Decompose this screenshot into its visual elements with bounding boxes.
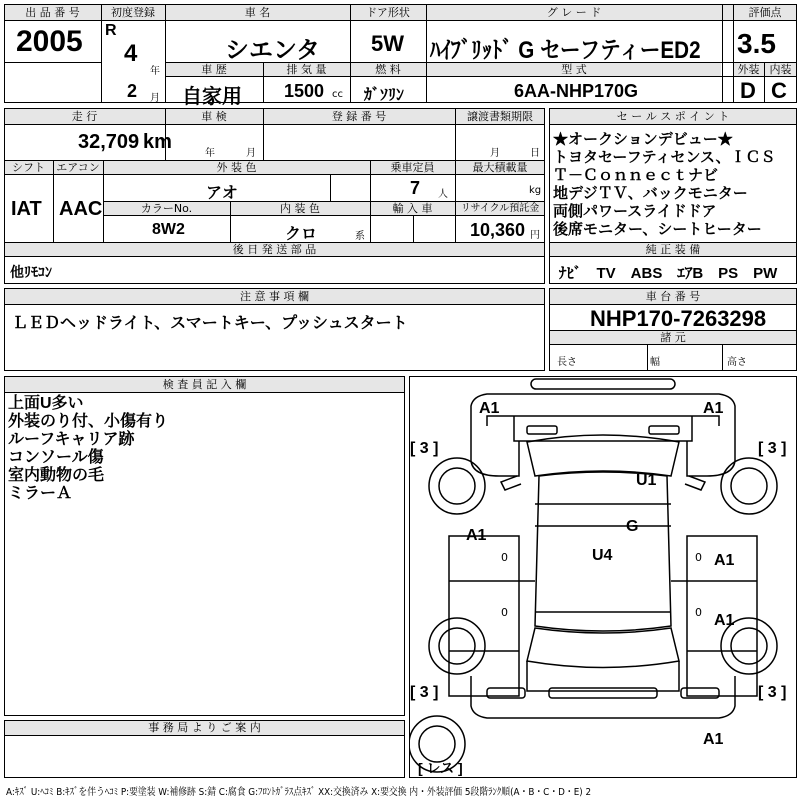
load-label: 最大積載量 <box>472 161 528 174</box>
year-unit: 年 <box>150 66 160 77</box>
damage-mark: A1 <box>466 527 487 544</box>
reg-month: 2 <box>127 81 138 101</box>
door-type: 5W <box>371 31 404 56</box>
first-reg-label: 初度登録 <box>111 6 155 19</box>
inspector-note: 室内動物の毛 <box>8 467 105 484</box>
lot-number: 2005 <box>16 25 83 58</box>
mileage-label: 走 行 <box>71 110 98 123</box>
shift: IAT <box>11 198 42 220</box>
caution-label: 注 意 事 項 欄 <box>240 290 309 303</box>
damage-mark: A1 <box>714 612 735 629</box>
shift-label: シフト <box>12 161 45 174</box>
reg-year: 4 <box>124 40 138 67</box>
recycle-label: リサイクル預託金 <box>460 203 540 214</box>
exterior-grade: D <box>740 78 756 103</box>
inspector-label: 検 査 員 記 入 欄 <box>162 378 247 391</box>
dims-label: 諸 元 <box>660 331 686 344</box>
damage-mark: A1 <box>479 400 500 417</box>
svg-text:0: 0 <box>695 606 702 619</box>
ext-color: アオ <box>206 185 238 202</box>
transfer-day-unit: 日 <box>530 148 540 159</box>
recycle-deposit: 10,360 <box>470 220 526 240</box>
sales-point: 地デジＴＶ、バックモニター <box>553 185 748 202</box>
damage-mark: U1 <box>636 472 657 489</box>
month-unit: 月 <box>150 93 160 104</box>
exterior-label: 外装 <box>737 63 760 76</box>
ac-label: エアコン <box>56 161 100 174</box>
sales-point: ★オークションデビュー★ <box>553 131 733 148</box>
length-label: 長さ <box>557 357 577 368</box>
mileage-unit: km <box>143 131 172 153</box>
legend: A:ｷｽﾞ U:ﾍｺﾐ B:ｷｽﾞを伴うﾍｺﾐ P:要塗装 W:補修跡 S:錆 C:腐食 G:ﾌﾛﾝﾄｶﾞﾗｽ点ｷｽﾞ XX:交換済み X:要交換 内・外装評価 5段階ﾗﾝｸ順(A・B・C・D・E) 2 <box>6 787 592 798</box>
inspector-note: ルーフキャリア跡 <box>8 431 135 448</box>
width-label: 幅 <box>650 357 660 368</box>
rating-label: 評価点 <box>748 6 782 19</box>
grade: ﾊｲﾌﾞﾘｯﾄﾞ G セーフティーED2 <box>430 37 701 64</box>
int-color-unit: 系 <box>355 231 365 242</box>
equipment: ﾅﾋﾞ TV ABS ｴｱB PS PW <box>559 265 778 282</box>
model-label: 型 式 <box>561 63 587 76</box>
later-parts: 他ﾘﾓｺﾝ <box>10 264 52 280</box>
car-name-label: 車 名 <box>244 6 271 19</box>
door-label: ドア形状 <box>366 6 410 19</box>
sales-point: 両側パワースライドドア <box>553 203 717 220</box>
sales-point: 後席モニター、シートヒーター <box>553 221 762 238</box>
caution-text: ＬＥＤヘッドライト、スマートキー、プッシュスタート <box>12 315 408 332</box>
transfer-month-unit: 月 <box>490 148 500 159</box>
tire-tread-fl: [ 3 ] <box>410 440 439 457</box>
tire-tread-rr: [ 3 ] <box>758 684 787 701</box>
sales-point: トヨタセーフティセンス、ＩＣＳ <box>553 149 776 166</box>
rating: 3.5 <box>737 28 776 59</box>
later-parts-label: 後 日 発 送 部 品 <box>232 243 317 256</box>
fuel: ｶﾞｿﾘﾝ <box>364 87 405 104</box>
inspection-month-unit: 月 <box>246 148 256 159</box>
era: R <box>105 22 117 39</box>
damage-mark: G <box>626 518 639 535</box>
sales-point: Ｔ－Ｃｏｎｎｅｃｔナビ <box>553 167 719 184</box>
fuel-label: 燃 料 <box>375 63 401 76</box>
history-label: 車 歴 <box>201 63 227 76</box>
tire-tread-rl: [ 3 ] <box>410 684 439 701</box>
history: 自家用 <box>182 86 242 108</box>
load-unit: kg <box>529 185 542 196</box>
interior-grade: C <box>771 78 787 103</box>
recycle-unit: 円 <box>530 230 540 241</box>
import-label: 輸 入 車 <box>392 202 433 215</box>
model: 6AA-NHP170G <box>514 81 639 101</box>
transfer-label: 譲渡書類期限 <box>467 110 533 123</box>
inspector-note: 上面U多い <box>8 395 84 412</box>
inspection-label: 車 検 <box>201 110 227 123</box>
int-color-label: 内 装 色 <box>280 202 320 215</box>
inspector-note: 外装のり付、小傷有り <box>8 413 169 430</box>
ac: AAC <box>59 198 103 220</box>
damage-mark: U4 <box>592 547 613 564</box>
sales-points-label: セ ー ル ス ポ イ ン ト <box>616 110 730 123</box>
displacement-unit: cc <box>332 89 343 100</box>
displacement-label: 排 気 量 <box>286 63 327 76</box>
capacity-unit: 人 <box>438 189 448 200</box>
damage-mark: A1 <box>714 552 735 569</box>
capacity: 7 <box>410 178 421 198</box>
inspection-year-unit: 年 <box>205 148 215 159</box>
lot-no-label: 出 品 番 号 <box>25 6 80 19</box>
svg-text:0: 0 <box>501 551 508 564</box>
height-label: 高さ <box>727 357 747 368</box>
car-name: シエンタ <box>225 37 321 64</box>
office-label: 事 務 局 よ り ご 案 内 <box>148 721 261 734</box>
reg-no-label: 登 録 番 号 <box>331 110 387 123</box>
int-color: クロ <box>285 226 318 243</box>
color-no: 8W2 <box>152 221 185 238</box>
damage-mark: A1 <box>703 400 724 417</box>
interior-label: 内装 <box>769 63 792 76</box>
inspector-note: コンソール傷 <box>8 449 104 466</box>
damage-mark: A1 <box>703 731 724 748</box>
chassis-label: 車 台 番 号 <box>645 290 701 303</box>
chassis-number: NHP170-7263298 <box>590 306 767 331</box>
equipment-label: 純 正 装 備 <box>645 243 701 256</box>
grade-label: グ レ ー ド <box>546 6 602 19</box>
color-no-label: カラーNo. <box>140 202 193 215</box>
svg-text:0: 0 <box>501 606 508 619</box>
car-diagram <box>409 376 797 778</box>
ext-color-label: 外 装 色 <box>216 161 257 174</box>
tire-tread-fr: [ 3 ] <box>758 440 787 457</box>
svg-text:0: 0 <box>695 551 702 564</box>
spare-tire: [ レス ] <box>418 760 463 776</box>
displacement: 1500 <box>284 81 325 101</box>
mileage: 32,709 <box>78 131 140 153</box>
inspector-note: ミラーＡ <box>8 485 73 502</box>
capacity-label: 乗車定員 <box>390 161 435 174</box>
